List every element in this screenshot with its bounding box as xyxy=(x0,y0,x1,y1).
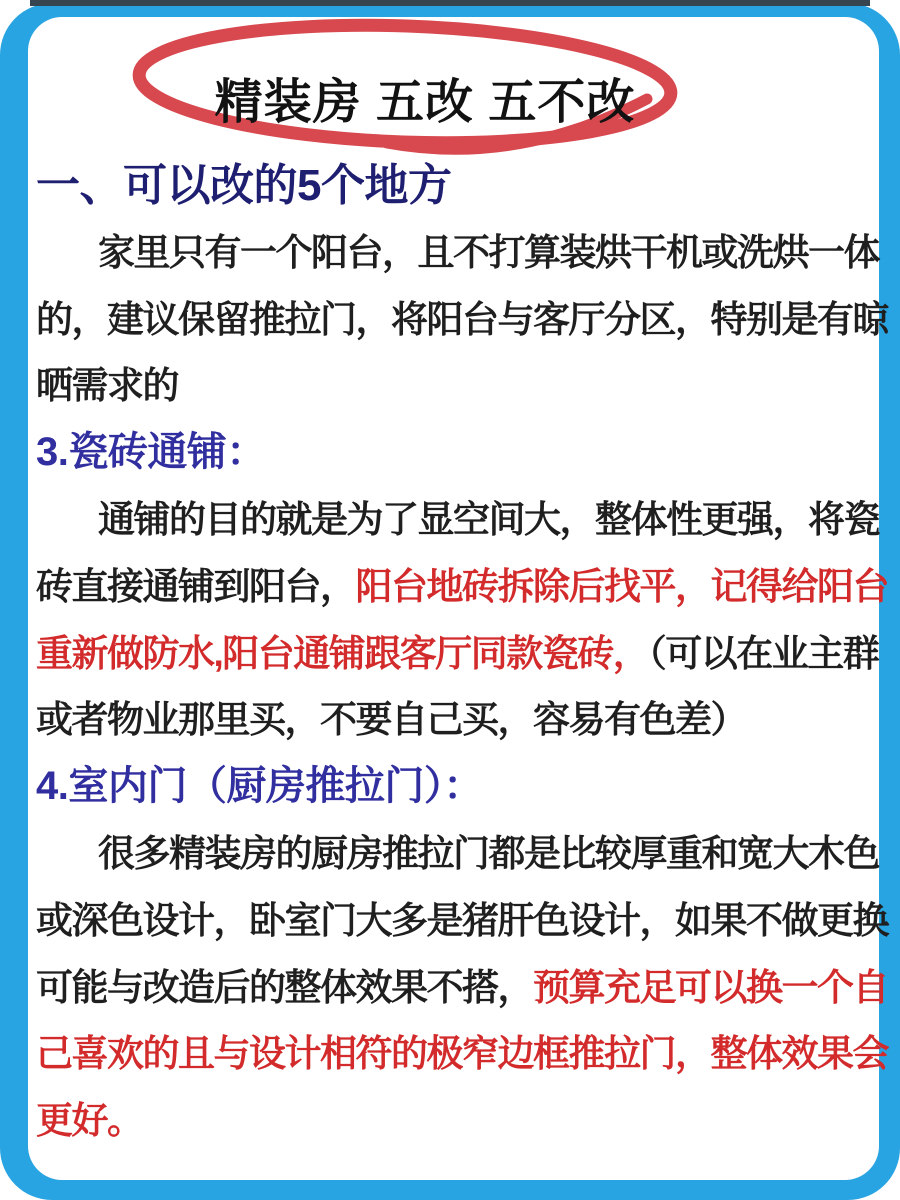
text-segment: 家里只有一个阳台，且不打算装烘干机或洗烘一体 xyxy=(98,232,879,273)
text-segment: 很多精装房的厨房推拉门都是比较厚重和宽大木色 xyxy=(98,833,879,874)
text-line xyxy=(36,352,178,419)
text-segment: 4.室内门（厨房推拉门）： xyxy=(36,764,483,808)
text-segment: 可能与改造后的整体效果不搭， xyxy=(36,967,533,1008)
text-line xyxy=(36,419,266,486)
text-segment: 预算充足可以换一个自 xyxy=(533,967,888,1008)
text-segment: 重新做防水,阳台通铺跟客厅同款瓷砖， xyxy=(36,633,649,674)
text-line xyxy=(36,152,451,219)
text-line xyxy=(36,887,888,954)
text-line xyxy=(36,1087,143,1154)
text-line xyxy=(36,1020,888,1087)
text-segment: 的，建议保留推拉门，将阳台与客厅分区，特别是有晾 xyxy=(36,299,888,340)
text-line xyxy=(36,686,746,753)
text-line xyxy=(36,820,879,887)
text-segment: 通铺的目的就是为了显空间大，整体性更强，将瓷 xyxy=(98,499,879,540)
text-line xyxy=(36,620,878,687)
text-segment: 己喜欢的且与设计相符的极窄边框推拉门，整体效果会 xyxy=(36,1033,888,1074)
text-segment: 阳台地砖拆除后找平，记得给阳台 xyxy=(355,566,888,607)
text-segment: 晒需求的 xyxy=(36,365,178,406)
text-line xyxy=(36,286,888,353)
text-segment: （可以在业主群 xyxy=(648,633,879,674)
text-segment: 或深色设计，卧室门大多是猪肝色设计，如果不做更换 xyxy=(36,900,888,941)
text-segment: 砖直接通铺到阳台， xyxy=(36,566,356,607)
text-segment: 3.瓷砖通铺： xyxy=(36,430,266,474)
text-segment: 一、可以改的5个地方 xyxy=(36,161,452,210)
text-line xyxy=(36,486,879,553)
text-line xyxy=(36,219,879,286)
top-edge-strip xyxy=(30,0,870,6)
text-line xyxy=(36,954,888,1021)
text-segment: 或者物业那里买，不要自己买，容易有色差） xyxy=(36,699,746,740)
text-segment: 更好。 xyxy=(36,1100,143,1141)
text-line xyxy=(36,553,888,620)
text-line xyxy=(36,753,483,820)
page-title: 精装房 五改 五不改 xyxy=(214,76,636,129)
